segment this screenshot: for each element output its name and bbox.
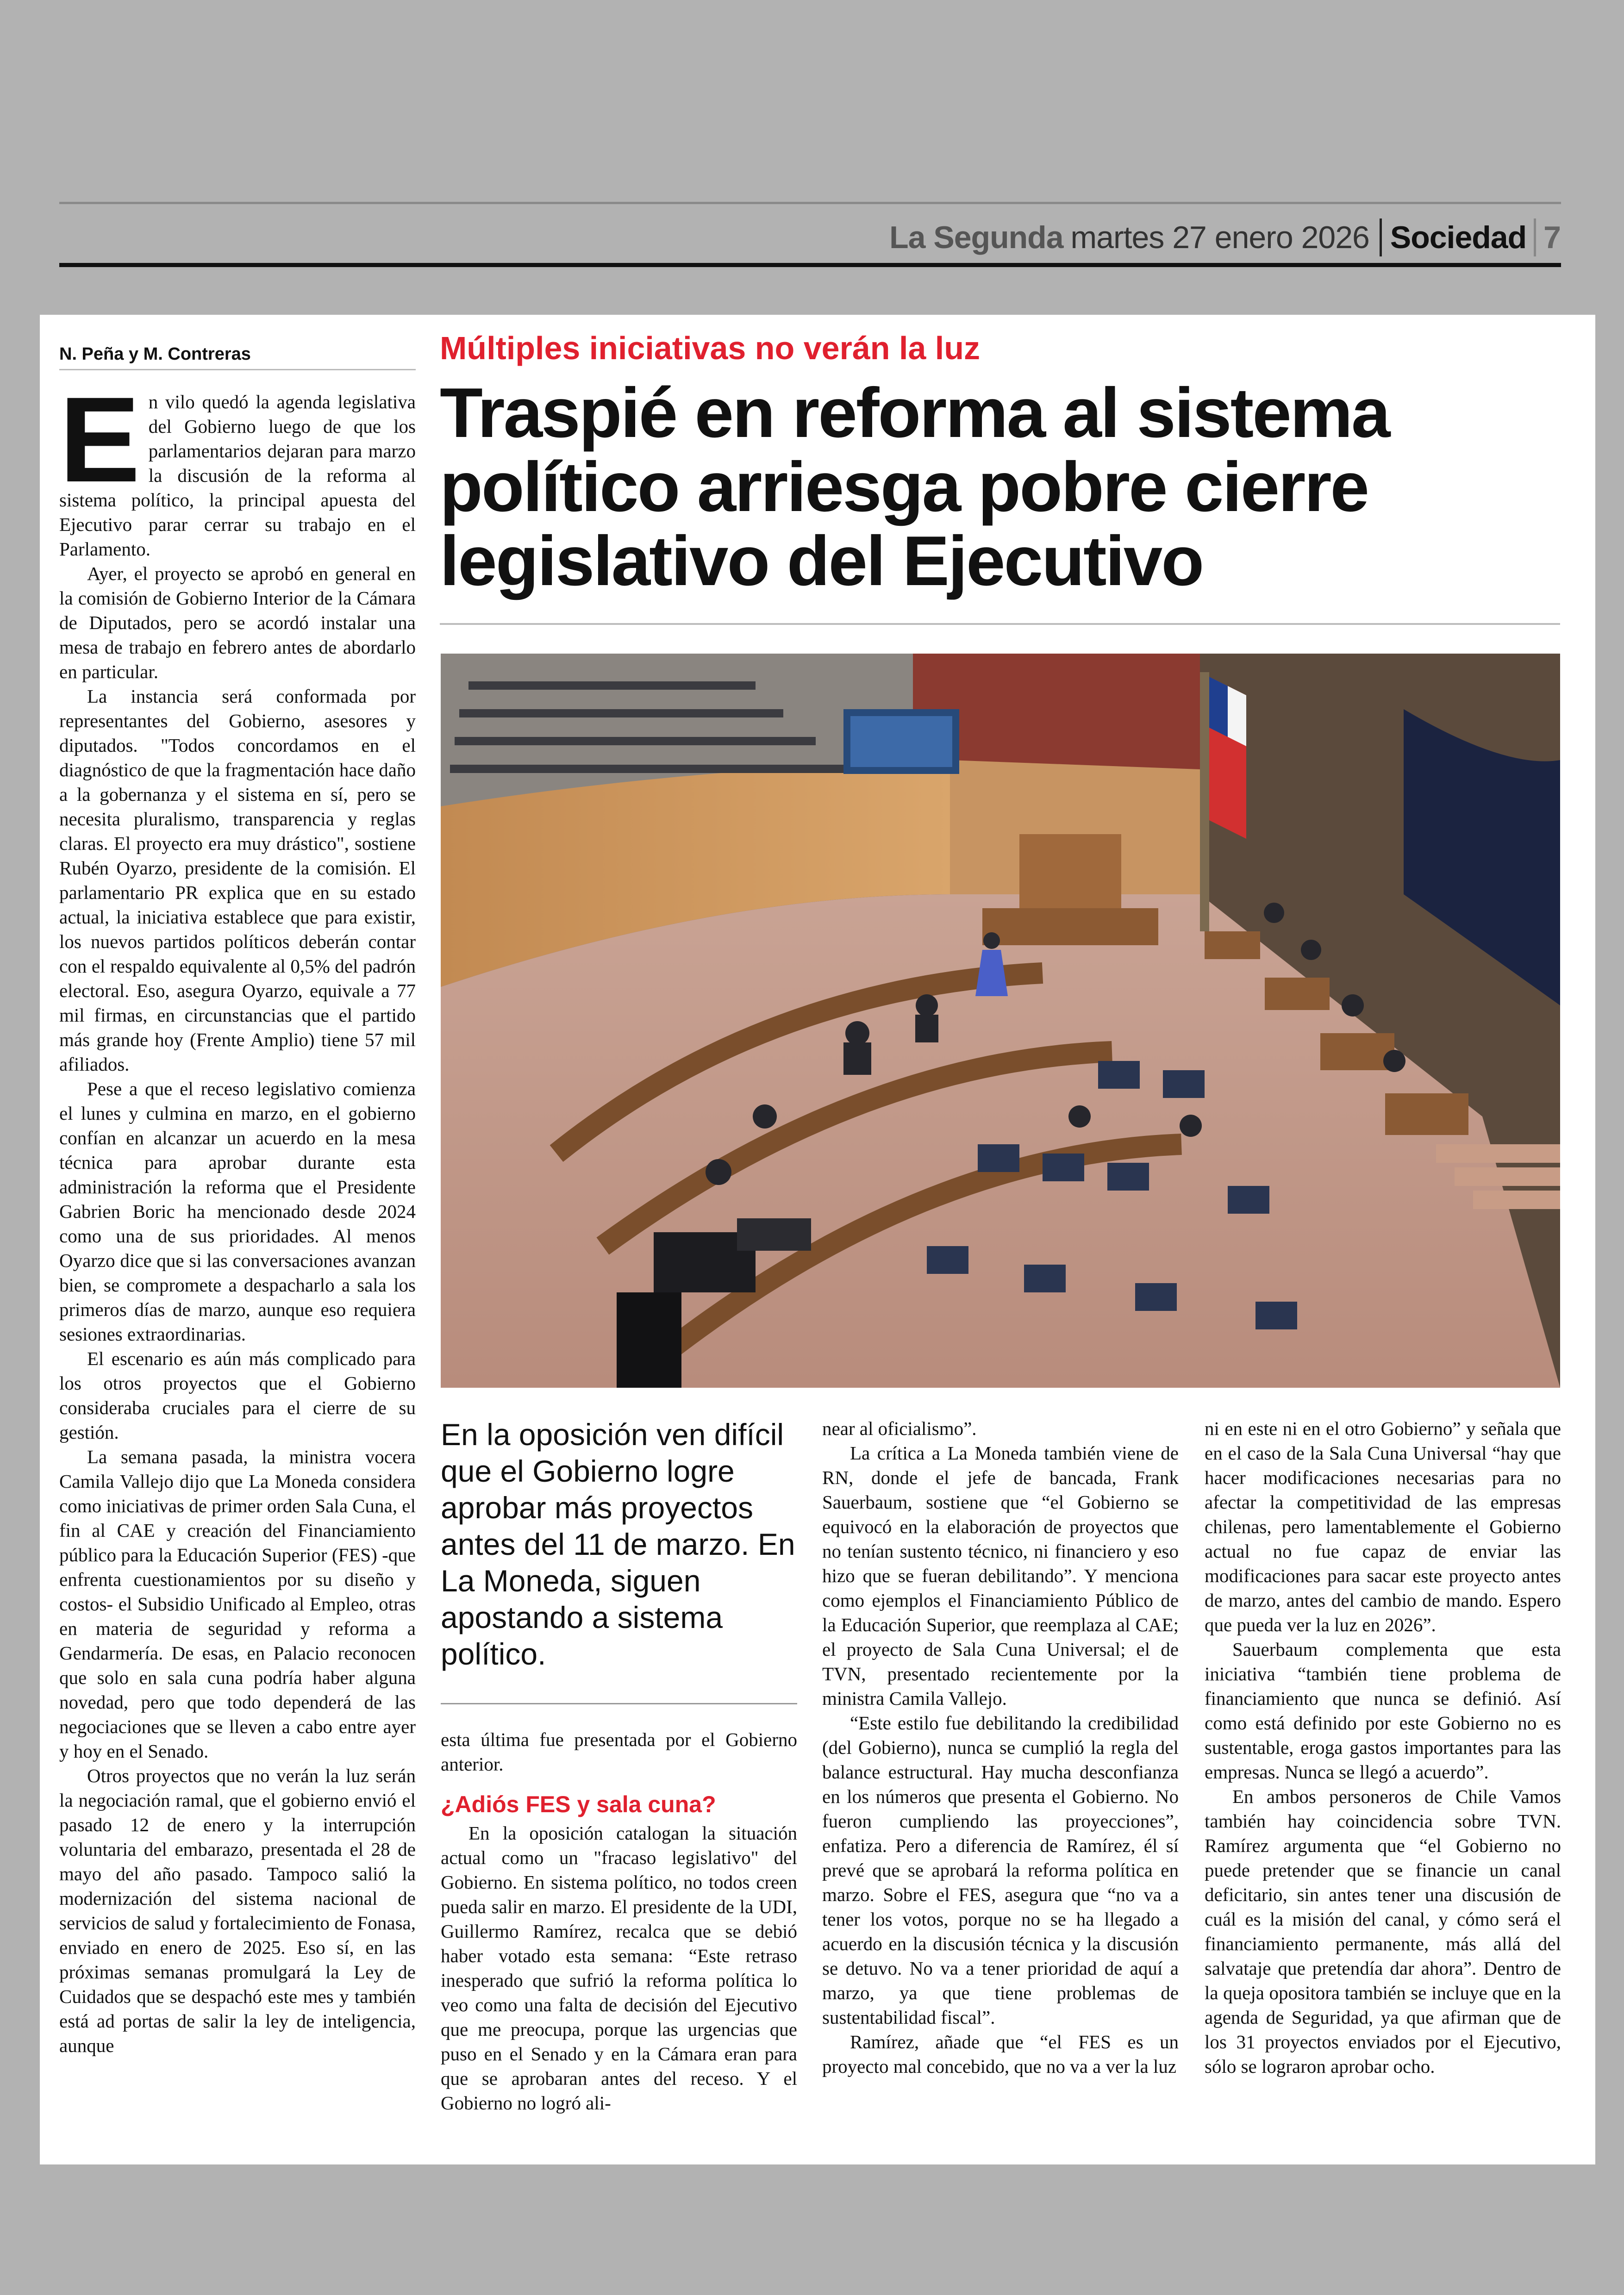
- section-name: Sociedad: [1390, 220, 1527, 255]
- section-subhead: ¿Adiós FES y sala cuna?: [441, 1791, 716, 1817]
- paper-name: La Segunda: [889, 220, 1063, 255]
- paragraph: [59, 372, 416, 561]
- kicker: Múltiples iniciativas no verán la luz: [440, 330, 980, 366]
- paragraph: near al oficialismo”.: [822, 1418, 977, 1439]
- senate-chamber-photo: [441, 654, 1560, 1388]
- headline: Traspié en reforma al sistema político arriesga pobre cierre legislativo del Ejecutivo: [440, 374, 1389, 600]
- paragraph: En ambos personeros de Chile Vamos también hay coincidencia sobre TVN. Ramírez argumenta que “el Gobierno no puede pretender que se financie un canal deficitario, sin antes tener una discusión de cuál es la misión del canal, y cómo será el financiamiento permanente, más allá del salvataje que pretendía dar ahora”. Dentro de la queja opositora también se incluye que en la agenda de Seguridad, ya que afirman que de los 31 proyectos enviados por el Ejecutivo, sólo se lograron aprobar ocho.: [1205, 1786, 1561, 2077]
- paragraph: En la oposición catalogan la situación actual como un "fracaso legislativo" del Gobierno. En sistema político, no todos creen pueda salir en marzo. El presidente de la UDI, Guillermo Ramírez, recalca que se debió haber votado esta semana: “Este retraso inesperado que sufrió la reforma política lo veo como una falta de decisión del Ejecutivo que me preocupa, porque las urgencias que puso en el Senado y en la Cámara eran para que se aprobaran antes del receso. Y el Gobierno no logró ali-: [441, 1822, 797, 2114]
- article-column-4: [1205, 1416, 1561, 2079]
- issue-date: martes 27 enero 2026: [1070, 220, 1369, 255]
- page-number: 7: [1543, 220, 1561, 255]
- page-header: [59, 206, 1561, 268]
- article-column-1: [59, 372, 416, 2058]
- paragraph: La crítica a La Moneda también viene de RN, donde el jefe de bancada, Frank Sauerbaum, sostiene que “el Gobierno se equivocó en la elaboración de proyectos que no tenían sustento técnico, ni financiero y eso hizo que se fueran debilitando”. Y menciona como ejemplos el Financiamiento Público de la Educación Superior, que reemplaza al CAE; el proyecto de Sala Cuna Universal; el de TVN, presentado recientemente por la ministra Camila Vallejo.: [822, 1442, 1179, 1709]
- paragraph: Ayer, el proyecto se aprobó en general en la comisión de Gobierno Interior de la Cámara de Diputados, pero se acordó instalar una mesa de trabajo en febrero antes de abordarlo en particular.: [59, 563, 416, 682]
- paragraph: La semana pasada, la ministra vocera Camila Vallejo dijo que La Moneda considera como iniciativas de primer orden Sala Cuna, el fin al CAE y creación del Financiamiento público para la Educación Superior (FES) -que enfrenta cuestionamientos por su diseño y costos- el Subsidio Unificado al Empleo, otras en materia de seguridad y reforma a Gendarmería. De esas, en Palacio reconocen que solo en sala cuna podría haber alguna novedad, pero que todo dependerá de las negociaciones que se lleven a cabo entre ayer y hoy en el Senado.: [59, 1446, 416, 1762]
- deck-rule: [441, 1703, 797, 1704]
- article-column-3: [822, 1416, 1179, 2079]
- byline: N. Peña y M. Contreras: [59, 344, 416, 370]
- header-bottom-rule: [59, 263, 1561, 267]
- paragraph: Sauerbaum complementa que esta iniciativa “también tiene problema de financiamiento que nunca se definió. Así como está definido por este Gobierno no es sustentable, eroga gastos importantes para las empresas. Nunca se llegó a acuerdo”.: [1205, 1639, 1561, 1783]
- drop-cap: E: [59, 372, 140, 507]
- paragraph: El escenario es aún más complicado para los otros proyectos que el Gobierno consideraba cruciales para el cierre de su gestión.: [59, 1348, 416, 1443]
- paragraph-text: n vilo quedó la agenda legislativa del Gobierno luego de que los parlamentarios dejaran para marzo la discusión de la reforma al sistema político, la principal apuesta del Ejecutivo parar cerrar su trabajo en el Parlamento.: [59, 391, 416, 560]
- paragraph: La instancia será conformada por representantes del Gobierno, asesores y diputados. "Todos concordamos en el diagnóstico de que la fragmentación hace daño a la gobernanza y el sistema en sí, pero se necesita pluralismo, transparencia y reglas claras. El proyecto era muy drástico", sostiene Rubén Oyarzo, presidente de la comisión. El parlamentario PR explica que en su estado actual, la iniciativa establece que para existir, los nuevos partidos políticos deberán contar con el respaldo equivalente al 0,5% del padrón electoral. Eso, asegura Oyarzo, equivale a 77 mil firmas, en circunstancias que el partido más grande hoy (Frente Amplio) tiene 57 mil afiliados.: [59, 686, 416, 1075]
- headline-rule: [440, 623, 1560, 625]
- paragraph: Pese a que el receso legislativo comienza el lunes y culmina en marzo, en el gobierno confían en alcanzar un acuerdo en la mesa técnica para aprobar durante esta administración la reforma que el Presidente Gabrien Boric ha mencionado desde 2024 como una de sus prioridades. Al menos Oyarzo dice que si las conversaciones avanzan bien, se compromete a despacharlo a sala los primeros días de marzo, aunque eso requiera sesiones extraordinarias.: [59, 1078, 416, 1345]
- header-divider: [1380, 218, 1382, 256]
- header-divider: [1534, 218, 1536, 256]
- paragraph: ni en este ni en el otro Gobierno” y señala que en el caso de la Sala Cuna Universal “hay que hacer modificaciones necesarias para no afectar la competitividad de las empresas chilenas, pero lamentablemente el Gobierno actual no fue capaz de enviar las modificaciones para sacar este proyecto antes de marzo, antes del cambio de mando. Espero que pueda ver la luz en 2026”.: [1205, 1418, 1561, 1635]
- paragraph: Otros proyectos que no verán la luz serán la negociación ramal, que el gobierno envió el pasado 12 de enero y la interrupción voluntaria del embarazo, presentada el 28 de mayo del año pasado. Tampoco salió la modernización del sistema nacional de servicios de salud y fortalecimiento de Fonasa, enviado en enero de 2025. Eso sí, en las próximas semanas promulgará la Ley de Cuidados que se despachó este mes y también está ad portas de salir la ley de inteligencia, aunque: [59, 1765, 416, 2056]
- article-deck: En la oposición ven difícil que el Gobierno logre aprobar más proyectos antes del 11 de marzo. En La Moneda, siguen apostando a sistema político.: [441, 1417, 795, 1671]
- paragraph: Ramírez, añade que “el FES es un proyecto mal concebido, que no va a ver la luz: [822, 2031, 1179, 2077]
- header-top-rule: [59, 202, 1561, 204]
- paragraph: esta última fue presentada por el Gobierno anterior.: [441, 1729, 797, 1775]
- paragraph: “Este estilo fue debilitando la credibilidad (del Gobierno), nunca se cumplió la regla del balance estructural. Hay mucha desconfianza en los números que presenta el Gobierno. No fueron cumpliendo las proyecciones”, enfatiza. Pero a diferencia de Ramírez, él sí prevé que se aprobará la reforma política en marzo. Sobre el FES, asegura que “no va a tener los votos, porque no se ha llegado a acuerdo en la discusión técnica y la discusión se detuvo. No va a tener prioridad de aquí a marzo, ya que tiene problemas de sustentabilidad fiscal”.: [822, 1712, 1179, 2028]
- article-column-2: [441, 1727, 797, 2115]
